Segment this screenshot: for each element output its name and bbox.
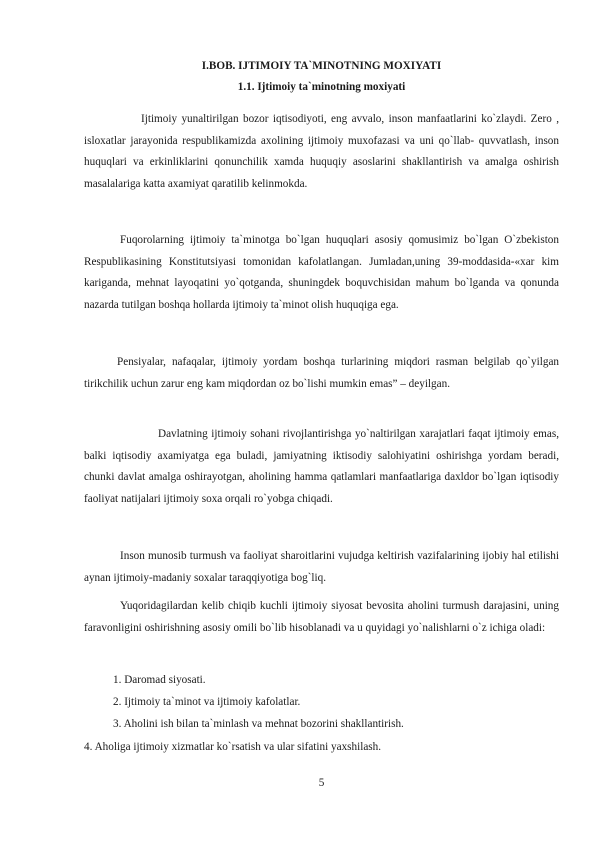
list-item-1: 1. Daromad siyosati.	[113, 674, 206, 686]
paragraph-2: Fuqorolarning ijtimoiy ta`minotga bo`lgan huquqlari asosiy qomusimiz bo`lgan O`zbekiston Respublikasining Konstitutsiyasi tomonidan kafolatlangan. Jumladan,uning 39-moddasida-«xar kim kariganda, mehnat layoqatini yo`qotganda, shuningdek boquvchisidan mahum bo`lganda va qonunda nazarda tutilgan boshqa hollarda ijtimoiy ta`minot olish huquqiga ega.	[84, 234, 559, 311]
paragraph-5: Inson munosib turmush va faoliyat sharoitlarini vujudga keltirish vazifalarining ijobiy hal etilishi aynan ijtimoiy-madaniy soxalar taraqqiyotiga bog`liq.	[84, 550, 559, 584]
paragraph-6: Yuqoridagilardan kelib chiqib kuchli ijtimoiy siyosat bevosita aholini turmush darajasini, uning faravonligini oshirishning asosiy omili bo`lib hisoblanadi va u quyidagi yo`nalishlarni o`z ichiga oladi:	[84, 600, 559, 634]
list-item-4: 4. Aholiga ijtimoiy xizmatlar ko`rsatish va ular sifatini yaxshilash.	[84, 741, 382, 753]
page-number: 5	[318, 777, 325, 789]
chapter-title: I.BOB. IJTIMOIY TA`MINOTNING MOXIYATI	[201, 60, 442, 72]
list-item-2: 2. Ijtimoiy ta`minot va ijtimoiy kafolatlar.	[113, 696, 301, 708]
paragraph-3: Pensiyalar, nafaqalar, ijtimoiy yordam boshqa turlarining miqdori rasman belgilab qo`yilgan tirikchilik uchun zarur eng kam miqdordan oz bo`lishi mumkin emas” – deyilgan.	[84, 356, 559, 390]
list-item-3: 3. Aholini ish bilan ta`minlash va mehnat bozorini shakllantirish.	[113, 718, 404, 730]
paragraph-1: Ijtimoiy yunaltirilgan bozor iqtisodiyoti, eng avvalo, inson manfaatlarini ko`zlaydi. Zero , isloxatlar jarayonida respublikamizda axolining ijtimoiy muxofazasi va uni qo`llab- quvvatlash, inson huquqlari va erkinliklarini qonunchilik xamda huquqiy asoslarini shakllantirish va amalga oshirish masalalariga katta axamiyat qaratilib kelinmokda.	[84, 113, 559, 190]
paragraph-4: Davlatning ijtimoiy sohani rivojlantirishga yo`naltirilgan xarajatlari faqat ijtimoiy emas, balki iqtisodiy axamiyatga ega buladi, jamiyatning iktisodiy salohiyatini oshirishga yordam beradi, chunki davlat amalga oshirayotgan, aholining hamma qatlamlari manfaatlariga daxldor bo`lgan iqtisodiy faoliyat natijalari ijtimoiy soxa orqali ro`yobga chiqadi.	[84, 428, 559, 505]
section-title: 1.1. Ijtimoiy ta`minotning moxiyati	[237, 81, 406, 93]
